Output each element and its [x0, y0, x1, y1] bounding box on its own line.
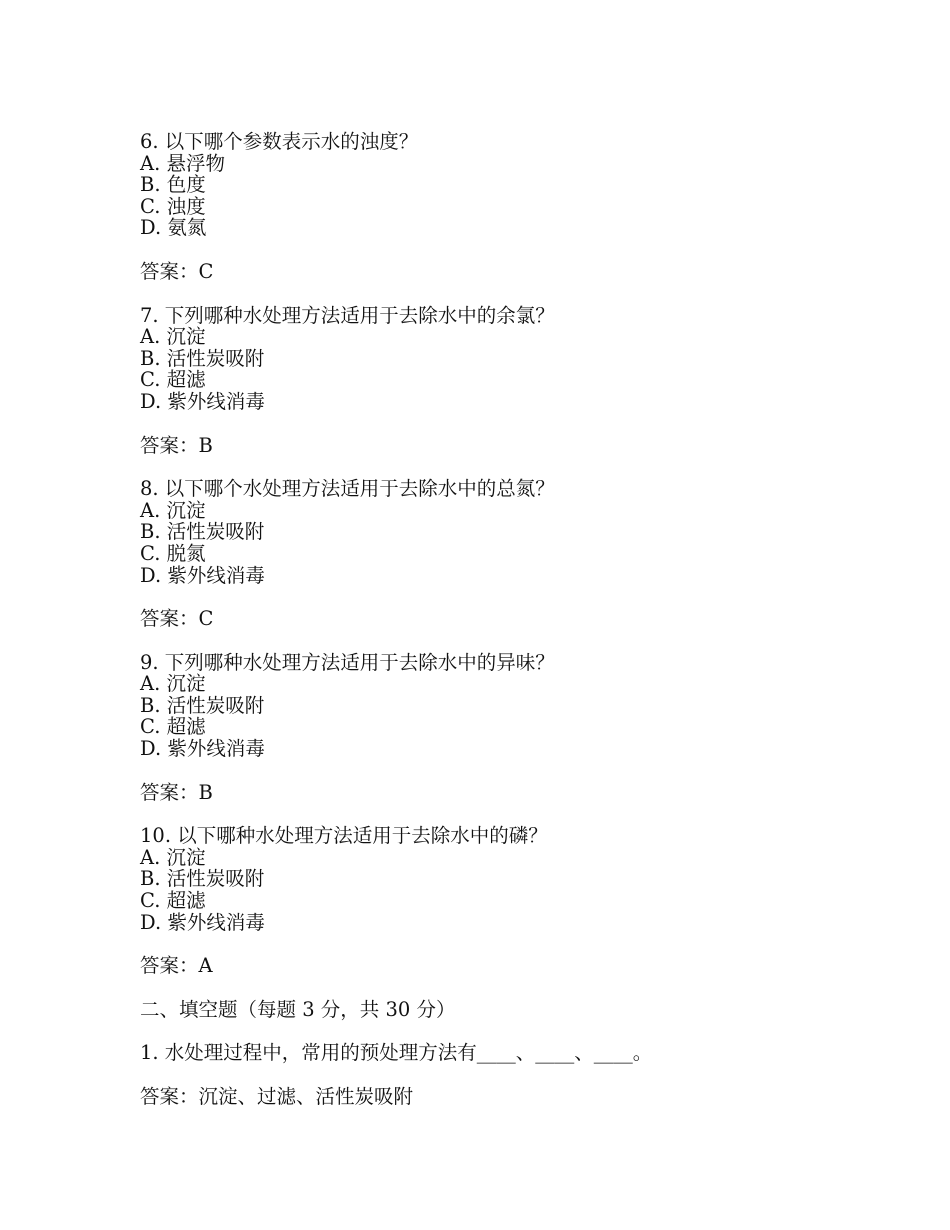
option-d: D. 紫外线消毒 [140, 563, 265, 587]
question-stem: 7. 下列哪种水处理方法适用于去除水中的余氯？ [140, 303, 555, 327]
option-b: B. 活性炭吸附 [140, 520, 265, 544]
option-a: A. 沉淀 [140, 325, 206, 349]
question-8 [140, 478, 900, 586]
option-d: D. 紫外线消毒 [140, 737, 265, 761]
option-c: C. 脱氮 [140, 541, 206, 565]
option-c: C. 超滤 [140, 889, 206, 913]
answer-10: 答案：A [140, 954, 213, 978]
question-10 [140, 825, 900, 933]
option-d: D. 紫外线消毒 [140, 389, 265, 413]
answer-7: 答案：B [140, 433, 213, 457]
answer-9: 答案：B [140, 780, 213, 804]
document-body [140, 131, 900, 1130]
question-stem: 8. 以下哪个水处理方法适用于去除水中的总氮？ [140, 477, 555, 501]
option-c: C. 浊度 [140, 194, 206, 218]
option-a: A. 沉淀 [140, 498, 206, 522]
option-b: B. 活性炭吸附 [140, 693, 265, 717]
fill-in-answer-1: 答案：沉淀、过滤、活性炭吸附 [140, 1085, 414, 1108]
question-stem: 6. 以下哪个参数表示水的浊度？ [140, 130, 419, 153]
question-stem: 10. 以下哪种水处理方法适用于去除水中的磷？ [140, 824, 548, 848]
option-d: D. 紫外线消毒 [140, 910, 265, 934]
option-c: C. 超滤 [140, 368, 206, 392]
option-a: A. 沉淀 [140, 672, 206, 696]
answer-8: 答案：C [140, 607, 214, 631]
option-b: B. 色度 [140, 173, 206, 197]
question-7 [140, 305, 900, 413]
section-heading: 二、填空题（每题 3 分，共 30 分） [140, 997, 456, 1021]
answer-6: 答案：C [140, 259, 214, 283]
option-a: A. 沉淀 [140, 845, 206, 869]
option-b: B. 活性炭吸附 [140, 346, 265, 370]
fill-in-question-1: 1. 水处理过程中，常用的预处理方法有____、____、____。 [140, 1041, 653, 1065]
option-b: B. 活性炭吸附 [140, 867, 265, 891]
question-6 [140, 131, 900, 239]
question-9 [140, 652, 900, 760]
question-stem: 9. 下列哪种水处理方法适用于去除水中的异味？ [140, 650, 555, 674]
option-a: A. 悬浮物 [140, 151, 225, 175]
option-c: C. 超滤 [140, 715, 206, 739]
option-d: D. 氨氮 [140, 216, 207, 240]
